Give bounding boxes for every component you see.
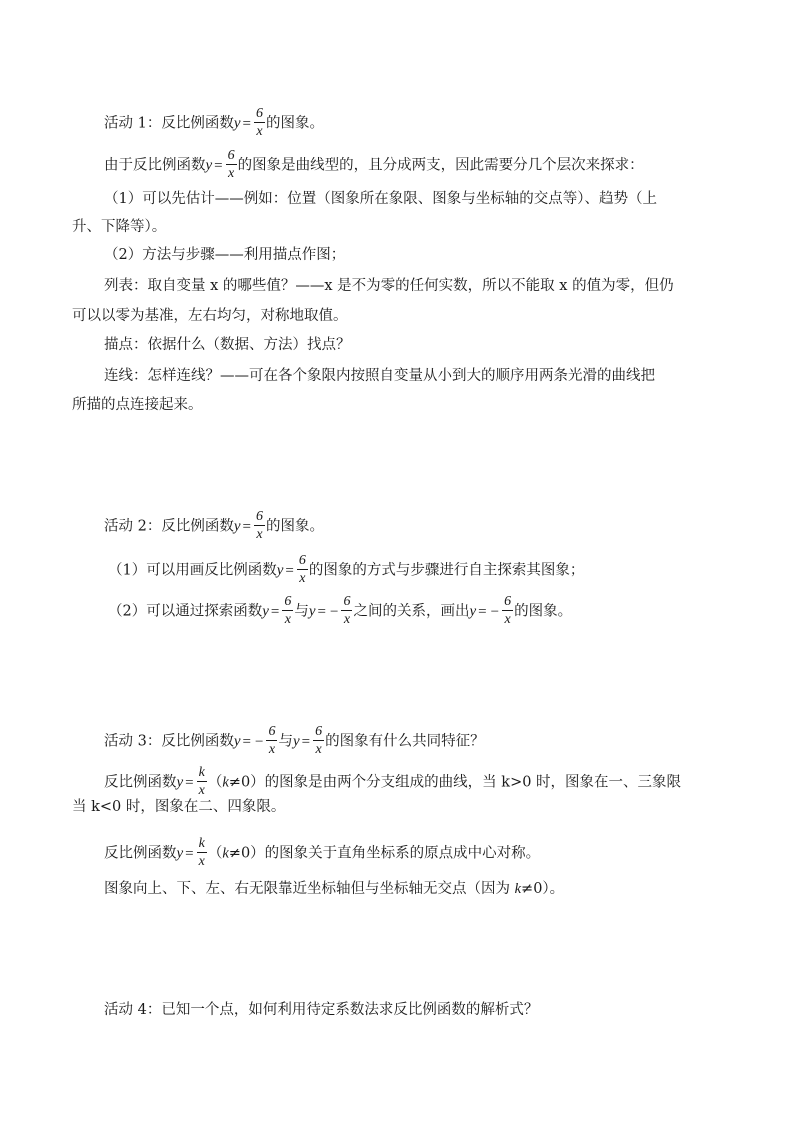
denominator: x [504, 612, 511, 627]
denominator: x [315, 742, 322, 757]
denominator: x [268, 742, 276, 757]
text: 反比例函数 [104, 845, 177, 862]
text: （2）可以通过探索函数 [108, 603, 263, 620]
math-var: y [233, 115, 241, 132]
activity-2-item2 [108, 594, 722, 629]
numerator: 6 [343, 594, 351, 609]
fraction [297, 552, 308, 587]
numerator: 6 [268, 724, 276, 739]
denominator: x [256, 527, 263, 542]
activity-2-item1 [108, 553, 722, 588]
numerator: 6 [255, 106, 263, 121]
math-eq: = [242, 733, 251, 750]
activity-1-step1-cont: 升、下降等）。 [72, 219, 167, 235]
activity-2-title [104, 509, 722, 544]
numerator: 6 [315, 724, 323, 739]
math-var: y [308, 603, 316, 620]
numerator: 6 [255, 509, 263, 524]
math-neg: − [330, 603, 339, 620]
math-eq: = [242, 115, 251, 132]
fraction [254, 508, 265, 543]
fraction [313, 723, 324, 758]
denominator: x [284, 612, 291, 627]
math-var: y [233, 518, 241, 535]
math-var: k [222, 774, 229, 791]
text: 的图象的方式与步骤进行自主探索其图象； [308, 562, 585, 579]
fraction [502, 593, 513, 628]
text: ≠0）的图象是由两个分支组成的曲线，当 k>0 时，图象在一、三象限 [228, 774, 682, 791]
activity-3-title [104, 724, 722, 759]
text: 的图象。 [265, 518, 324, 535]
numerator: 6 [227, 148, 235, 163]
activity-3-p3 [104, 879, 722, 899]
activity-3-p1 [104, 765, 722, 800]
activity-1-desc [104, 148, 722, 183]
text: ≠0）。 [521, 881, 565, 897]
math-var: y [292, 733, 300, 750]
denominator: x [299, 571, 306, 586]
text: 的图象有什么共同特征？ [325, 733, 485, 750]
activity-1-title [104, 106, 722, 141]
text: 由于反比例函数 [104, 157, 206, 174]
text: 活动 2：反比例函数 [104, 518, 234, 535]
activity-4-title: 活动 4：已知一个点，如何利用待定系数法求反比例函数的解析式？ [104, 1002, 539, 1018]
activity-1-step2: （2）方法与步骤——利用描点作图； [104, 247, 346, 263]
text: 之间的关系，画出 [353, 603, 470, 620]
math-eq: = [317, 603, 327, 620]
fraction [254, 105, 265, 140]
math-var: y [276, 562, 284, 579]
activity-1-connect: 连线：怎样连线？——可在各个象限内按照自变量从小到大的顺序用两条光滑的曲线把 [104, 368, 655, 384]
activity-1-list: 列表：取自变量 x 的哪些值？——x 是不为零的任何实数，所以不能取 x 的值为零，但仍 [104, 278, 674, 294]
math-var: y [262, 603, 269, 620]
math-eq: = [185, 845, 194, 862]
activity-1-plot: 描点：依据什么（数据、方法）找点？ [104, 337, 351, 353]
text: 的图象。 [514, 603, 573, 620]
denominator: x [228, 166, 235, 181]
numerator: 6 [298, 553, 306, 568]
text: 与 [278, 733, 293, 750]
denominator: x [198, 854, 205, 869]
denominator: x [256, 124, 263, 139]
math-var: y [469, 603, 477, 620]
text: 的图象是曲线型的，且分成两支，因此需要分几个层次来探求： [237, 157, 644, 174]
denominator: x [343, 612, 351, 627]
math-eq: = [185, 774, 194, 791]
math-var: y [176, 774, 184, 791]
math-neg: − [490, 603, 500, 620]
text: 的图象。 [265, 115, 324, 132]
text: 活动 1：反比例函数 [104, 115, 234, 132]
activity-1-connect-cont: 所描的点连接起来。 [72, 397, 203, 413]
math-eq: = [242, 518, 251, 535]
numerator: k [198, 765, 205, 780]
text: （ [207, 845, 223, 862]
activity-3-p2 [104, 836, 722, 871]
activity-3-p1-cont: 当 k<0 时，图象在二、四象限。 [72, 799, 286, 815]
math-var: y [176, 845, 184, 862]
text: （1）可以用画反比例函数 [108, 562, 277, 579]
numerator: k [198, 836, 205, 851]
text: 与 [294, 603, 309, 620]
fraction [282, 593, 293, 628]
text: 活动 3：反比例函数 [104, 733, 234, 750]
math-eq: = [270, 603, 280, 620]
math-eq: = [285, 562, 294, 579]
math-eq: = [214, 157, 223, 174]
fraction [226, 147, 237, 182]
fraction [266, 723, 277, 758]
fraction [197, 764, 207, 799]
fraction [197, 835, 207, 870]
math-var: k [222, 845, 229, 862]
activity-1-step1: （1）可以先估计——例如：位置（图象所在象限、图象与坐标轴的交点等）、趋势（上 [104, 191, 657, 207]
numerator: 6 [284, 594, 292, 609]
denominator: x [198, 783, 205, 798]
text: （ [207, 774, 223, 791]
text: 反比例函数 [104, 774, 177, 791]
text: ≠0）的图象关于直角坐标系的原点成中心对称。 [228, 845, 541, 862]
math-var: y [233, 733, 241, 750]
fraction [341, 593, 352, 628]
math-var: y [205, 157, 213, 174]
math-neg: − [254, 733, 264, 750]
math-eq: = [478, 603, 487, 620]
activity-1-list-cont: 可以以零为基准，左右均匀，对称地取值。 [72, 308, 348, 324]
math-eq: = [301, 733, 311, 750]
text: 图象向上、下、左、右无限靠近坐标轴但与坐标轴无交点（因为 [104, 881, 515, 897]
numerator: 6 [504, 594, 512, 609]
math-var: k [514, 881, 522, 897]
